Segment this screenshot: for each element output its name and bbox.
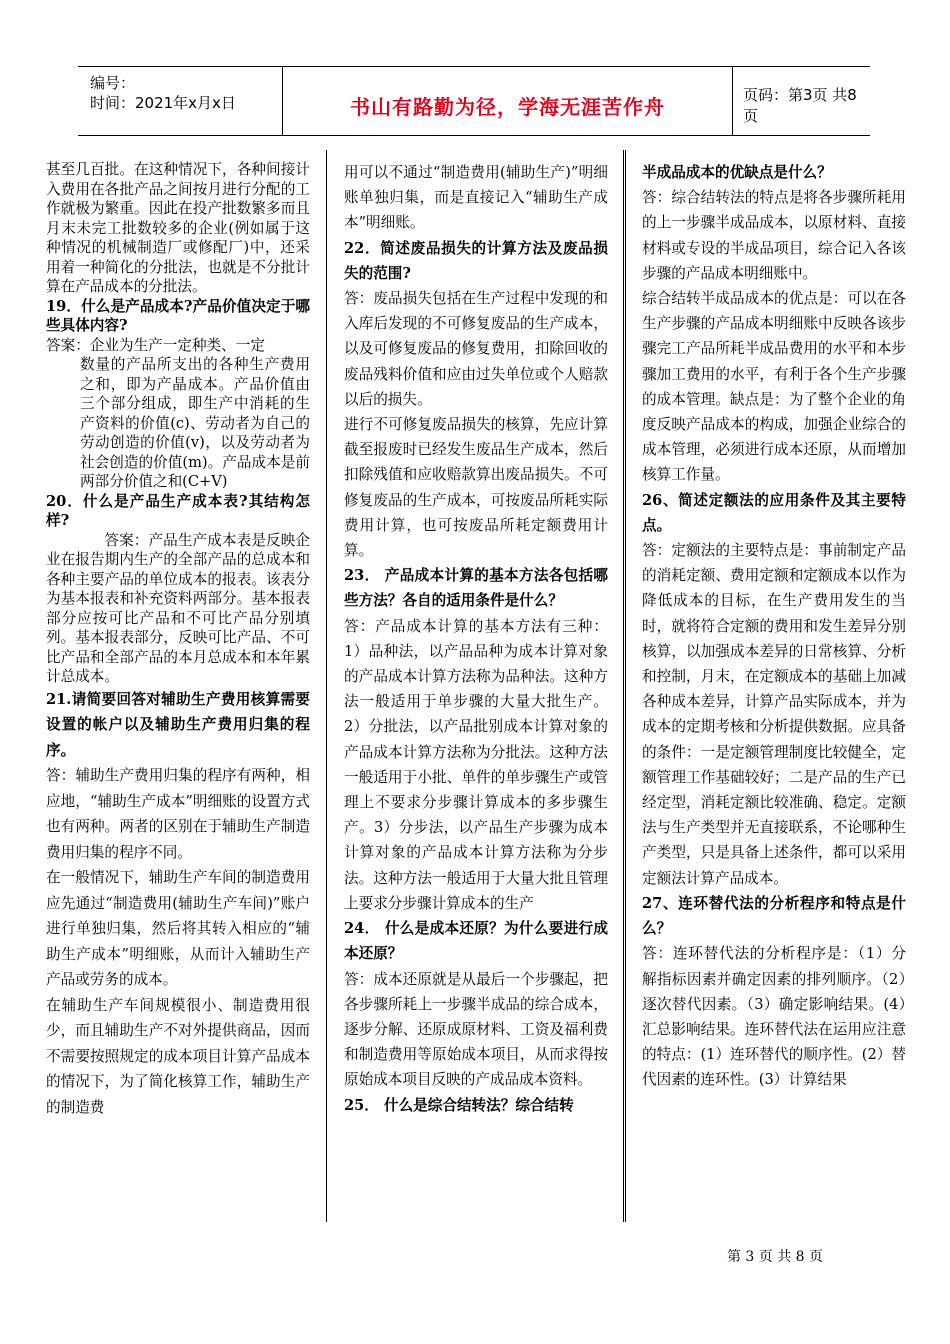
column-divider-2 [623, 150, 626, 1222]
question-25: 25． 什么是综合结转法？综合结转 [344, 1096, 574, 1114]
answer-19-body: 数量的产品所支出的各种生产费用之和，即为产晶成本。产品价值由三个部分组成，即生产中消耗的生产资料的价值(c)、劳动者为自己的劳动创造的价值(v)，以及劳动者为社会创造的价值(m)。产品成本是前两部分价值之和(C+V) [80, 356, 310, 490]
paragraph: 甚至几百批。在这种情况下，各种间接计入费用在各批产品之间按月进行分配的工作就极为繁重。因此在投产批数繁多而且月末未完工批数较多的企业(例如属于这种情况的机械制造厂或修配厂)中，还采用着一种简化的分批法，也就是不分批计算在产品成本的分批法。 [46, 161, 310, 295]
header-meta [78, 67, 283, 135]
document-number: 编号： [90, 74, 136, 92]
column-divider-1 [326, 150, 327, 1222]
question-20: 20．什么是产品生产成本表?其结构怎样? [46, 492, 310, 529]
answer-23: 答：产品成本计算的基本方法有三种：1）品种法，以产品品种为成本计算对象的产品成本计算方法称为品种法。这种方法一般适用于单步骤的大量大批生产。2）分批法，以产品批别成本计算对象的产品成本计算方法称为分批法。这种方法一般适用于小批、单件的单步骤生产或管理上不要求分步骤计算成本的多步骤生产。3）分步法，以产品生产步骤为成本计算对象的产品成本计算方法称为分步法。这种方法一般适用于大量大批且管理上要求分步骤计算成本的生产 [344, 617, 608, 912]
answer-21-p3: 在辅助生产车间规模很小、制造费用很少，而且辅助生产不对外提供商品，因而不需要按照规定的成本项目计算产品成本的情况下，为了简化核算工作，辅助生产的制造费 [46, 996, 310, 1116]
answer-24: 答：成本还原就是从最后一个步骤起，把各步骤所耗上一步骤半成品的综合成本，逐步分解、还原成原材料、工资及福利费和制造费用等原始成本项目，从而求得按原始成本项目反映的产成品成本资料。 [344, 970, 608, 1089]
answer-20: 答案：产品生产成本表是反映企业在报告期内生产的全部产品的总成本和各种主要产品的单位成本的报表。该表分为基本报表和补充资料两部分。基本报表部分应按可比产品和不可比产品分别填列。基本报表部分，反映可比产品、不可比产品和全部产品的本月总成本和本年累计总成本。 [46, 531, 310, 685]
header-motto-cell [283, 67, 733, 135]
question-22: 22．简述废品损失的计算方法及废品损失的范围? [344, 239, 608, 282]
question-24: 24． 什么是成本还原？为什么要进行成本还原？ [344, 920, 608, 963]
answer-25-p1: 答：综合结转法的特点是将各步骤所耗用的上一步骤半成品成本，以原材料、直接材料或专设的半成品项目，综合记入各该步骤的产品成本明细账中。 [642, 189, 906, 282]
header-page-number: 页码：第3页 共8页 [743, 86, 857, 125]
question-26: 26、简述定额法的应用条件及其主要特点。 [642, 491, 906, 534]
answer-27: 答：连环替代法的分析程序是：（1）分解指标因素并确定因素的排列顺序。（2）逐次替代因素。（3）确定影响结果。(4）汇总影响结果。连环替代法在运用应注意的特点：(1）连环替代的顺序性。(2）替代因素的连环性。(3）计算结果 [642, 945, 906, 1089]
question-23: 23． 产品成本计算的基本方法各包括哪些方法？各自的适用条件是什么？ [344, 567, 608, 610]
page-footer: 第 3 页 共 8 页 [726, 1249, 824, 1265]
column-1 [46, 160, 310, 1120]
answer-22-p1: 答：废品损失包括在生产过程中发现的和入库后发现的不可修复废品的生产成本，以及可修复废品的修复费用，扣除回收的废品残料价值和应由过失单位或个人赔款以后的损失。 [344, 290, 608, 408]
column-2 [344, 160, 608, 1118]
column-3 [642, 160, 906, 1093]
question-21: 21.请简要回答对辅助生产费用核算需要设置的帐户以及辅助生产费用归集的程序。 [46, 690, 310, 759]
answer-26: 答：定额法的主要特点是：事前制定产品的消耗定额、费用定额和定额成本以作为降低成本的目标，在生产费用发生的当时，就将符合定额的费用和发生差异分别核算，以加强成本差异的日常核算、分析和控制，月末，在定额成本的基础上加减各种成本差异，计算产品实际成本，并为成本的定期考核和分析提供数据。应具备的条件：一是定额管理制度比较健全，定额管理工作基础较好；二是产品的生产已经定型，消耗定额比较准确、稳定。定额法与生产类型并无直接联系，不论哪种生产类型，只是具备上述条件，都可以采用定额法计算产品成本。 [642, 542, 906, 887]
question-19: 19．什么是产品成本?产品价值决定于哪些具体内容? [46, 297, 310, 334]
paragraph: 用可以不通过“制造费用(辅助生产)”明细账单独归集，而是直接记入“辅助生产成本”明细账。 [344, 164, 608, 232]
answer-21-p2: 在一般情况下，辅助生产车间的制造费用应先通过“制造费用(辅助生产车间)”账户进行单独归集，然后将其转入相应的“辅助生产成本”明细账，从而计入辅助生产产品或劳务的成本。 [46, 869, 310, 988]
answer-19: 答案：企业为生产一定种类、一定 [46, 336, 265, 354]
header-motto: 书山有路勤为径，学海无涯苦作舟 [350, 94, 665, 119]
question-27: 27、连环替代法的分析程序和特点是什么？ [642, 894, 906, 938]
header-page-cell [733, 67, 870, 135]
question-25-continued: 半成品成本的优缺点是什么？ [642, 164, 832, 181]
answer-25-p2: 综合结转半成品成本的优点是：可以在各生产步骤的产品成本明细账中反映各该步骤完工产品所耗半成品费用的水平和本步骤加工费用的水平，有利于各个生产步骤的成本管理。缺点是：为了整个企业的角度反映产品成本的构成，加强企业综合的成本管理，必须进行成本还原，从而增加核算工作量。 [642, 290, 906, 484]
answer-22-p2: 进行不可修复废品损失的核算，先应计算截至报废时已经发生废品生产成本，然后扣除残值和应收赔款算出废品损失。不可修复废品的生产成本，可按废品所耗实际费用计算，也可按废品所耗定额费用计算。 [344, 416, 608, 560]
document-time: 时间：2021年x月x日 [90, 94, 236, 112]
answer-lead: 答案： [46, 336, 90, 354]
answer-21-p1: 答：辅助生产费用归集的程序有两种，相应地，“辅助生产成本”明细账的设置方式也有两种。两者的区别在于辅助生产制造费用归集的程序不同。 [46, 767, 310, 861]
page-header [78, 66, 870, 136]
